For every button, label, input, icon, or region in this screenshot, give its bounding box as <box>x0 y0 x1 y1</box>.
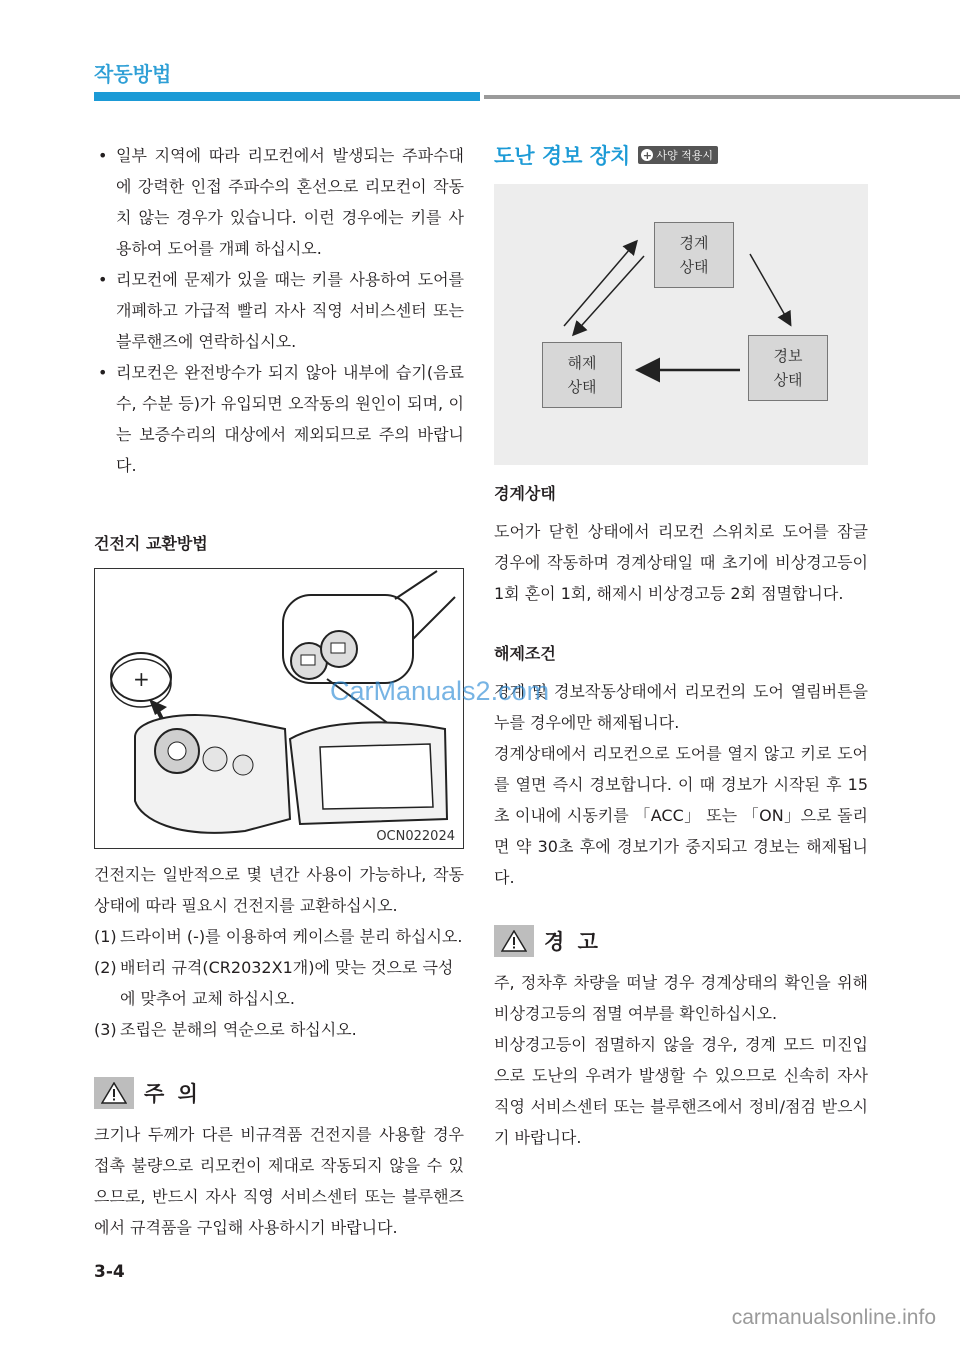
battery-heading: 건전지 교환방법 <box>94 534 208 553</box>
option-badge <box>638 146 718 164</box>
battery-paragraph: 건전지는 일반적으로 몇 년간 사용이 가능하나, 작동상태에 따라 필요시 건전지를 교환하십시오. <box>94 865 464 915</box>
alarm-state-label: 상태 <box>773 371 803 389</box>
release-heading: 해제조건 <box>494 644 556 663</box>
disarmed-state-label: 상태 <box>567 378 597 396</box>
option-badge-label: 사양 적용시 <box>656 149 713 162</box>
bullet-icon: • <box>98 270 108 289</box>
header-rule-gray <box>484 95 960 99</box>
warning-text-1: 주, 정차후 차량을 떠날 경우 경계상태의 확인을 위해 비상경고등의 점멸 여부를 확인하십시오. <box>494 973 868 1023</box>
watermark-text: CarManuals2.com <box>330 676 550 706</box>
list-item <box>94 952 464 1014</box>
bullet-text: 리모컨에 문제가 있을 때는 키를 사용하여 도어를 개폐하고 가급적 빨리 자사 직영 서비스센터 또는 블루핸즈에 연락하십시오. <box>116 270 464 351</box>
armed-state-label: 경계 <box>679 234 709 252</box>
step-number: (1) <box>94 927 117 946</box>
theft-alarm-title-row <box>494 140 868 170</box>
release-text-1: 경계 및 경보작동상태에서 리모컨의 도어 열림버튼을 누를 경우에만 해제됩니다. <box>494 682 868 732</box>
warning-header <box>494 925 868 957</box>
alarm-state-box <box>748 335 828 401</box>
warning-triangle-icon <box>494 925 534 957</box>
remote-notes-list <box>94 140 464 481</box>
release-text-2: 경계상태에서 리모컨으로 도어를 열지 않고 키로 도어를 열면 즉시 경보합니다. 이 때 경보가 시작된 후 15초 이내에 시동키를 「ACC」 또는 「ON」으로 돌리면 약 30초 후에 경보기가 중지되고 경보는 해제됩니다. <box>494 744 868 887</box>
plus-icon: + <box>642 148 652 162</box>
svg-text:+: + <box>133 667 150 691</box>
page-section-title: 작동방법 <box>94 62 172 86</box>
theft-alarm-title: 도난 경보 장치 <box>494 144 631 168</box>
alarm-state-label: 경보 <box>773 347 803 365</box>
caution-text: 크기나 두께가 다른 비규격품 건전지를 사용할 경우 접촉 불량으로 리모컨이 제대로 작동되지 않을 수 있으므로, 반드시 자사 직영 서비스센터 또는 블루핸즈에서 규격품을 구입해 사용하시기 바랍니다. <box>94 1125 464 1237</box>
bullet-text: 일부 지역에 따라 리모컨에서 발생되는 주파수대에 강력한 인접 주파수의 혼선으로 리모컨이 작동치 않는 경우가 있습니다. 이런 경우에는 키를 사용하여 도어를 개폐 하십시오. <box>116 146 464 258</box>
caution-header <box>94 1077 464 1109</box>
armed-heading: 경계상태 <box>494 484 556 503</box>
disarmed-state-label: 해제 <box>567 354 597 372</box>
list-item <box>94 921 464 952</box>
alarm-state-diagram <box>494 184 868 465</box>
warning-triangle-icon <box>94 1077 134 1109</box>
key-battery-illustration <box>95 569 463 848</box>
bullet-text: 리모컨은 완전방수가 되지 않아 내부에 습기(음료수, 수분 등)가 유입되면 오작동의 원인이 되며, 이는 보증수리의 대상에서 제외되므로 주의 바랍니다. <box>116 363 464 475</box>
list-item <box>94 357 464 481</box>
step-number: (2) <box>94 958 117 977</box>
list-item <box>94 264 464 357</box>
step-text: 드라이버 (-)를 이용하여 케이스를 분리 하십시오. <box>120 927 463 946</box>
header-rule-accent <box>94 92 480 101</box>
footer-site-name: carmanualsonline.info <box>731 1306 936 1329</box>
step-text: 조립은 분해의 역순으로 하십시오. <box>120 1020 357 1039</box>
page-number: 3-4 <box>94 1262 125 1282</box>
step-text: 배터리 규격(CR2032X1개)에 맞는 것으로 극성에 맞추어 교체 하십시오. <box>120 958 454 1008</box>
figure-code: OCN022024 <box>376 829 455 844</box>
armed-state-label: 상태 <box>679 258 709 276</box>
list-item <box>94 1014 464 1045</box>
battery-steps <box>94 921 464 1045</box>
step-number: (3) <box>94 1020 117 1039</box>
warning-title: 경 고 <box>544 930 601 954</box>
list-item <box>94 140 464 264</box>
bullet-icon: • <box>98 363 108 382</box>
caution-title: 주 의 <box>144 1082 201 1106</box>
armed-text: 도어가 닫힌 상태에서 리모컨 스위치로 도어를 잠글 경우에 작동하며 경계상태일 때 초기에 비상경고등이 1회 혼이 1회, 해제시 비상경고등 2회 점멸합니다. <box>494 522 868 603</box>
armed-state-box <box>654 222 734 288</box>
disarmed-state-box <box>542 342 622 408</box>
battery-figure <box>94 568 464 849</box>
bullet-icon: • <box>98 146 108 165</box>
warning-text-2: 비상경고등이 점멸하지 않을 경우, 경계 모드 미진입으로 도난의 우려가 발생할 수 있으므로 신속히 자사 직영 서비스센터 또는 블루핸즈에서 정비/점검 받으시기 바랍니다. <box>494 1035 868 1147</box>
right-column <box>494 140 868 1153</box>
